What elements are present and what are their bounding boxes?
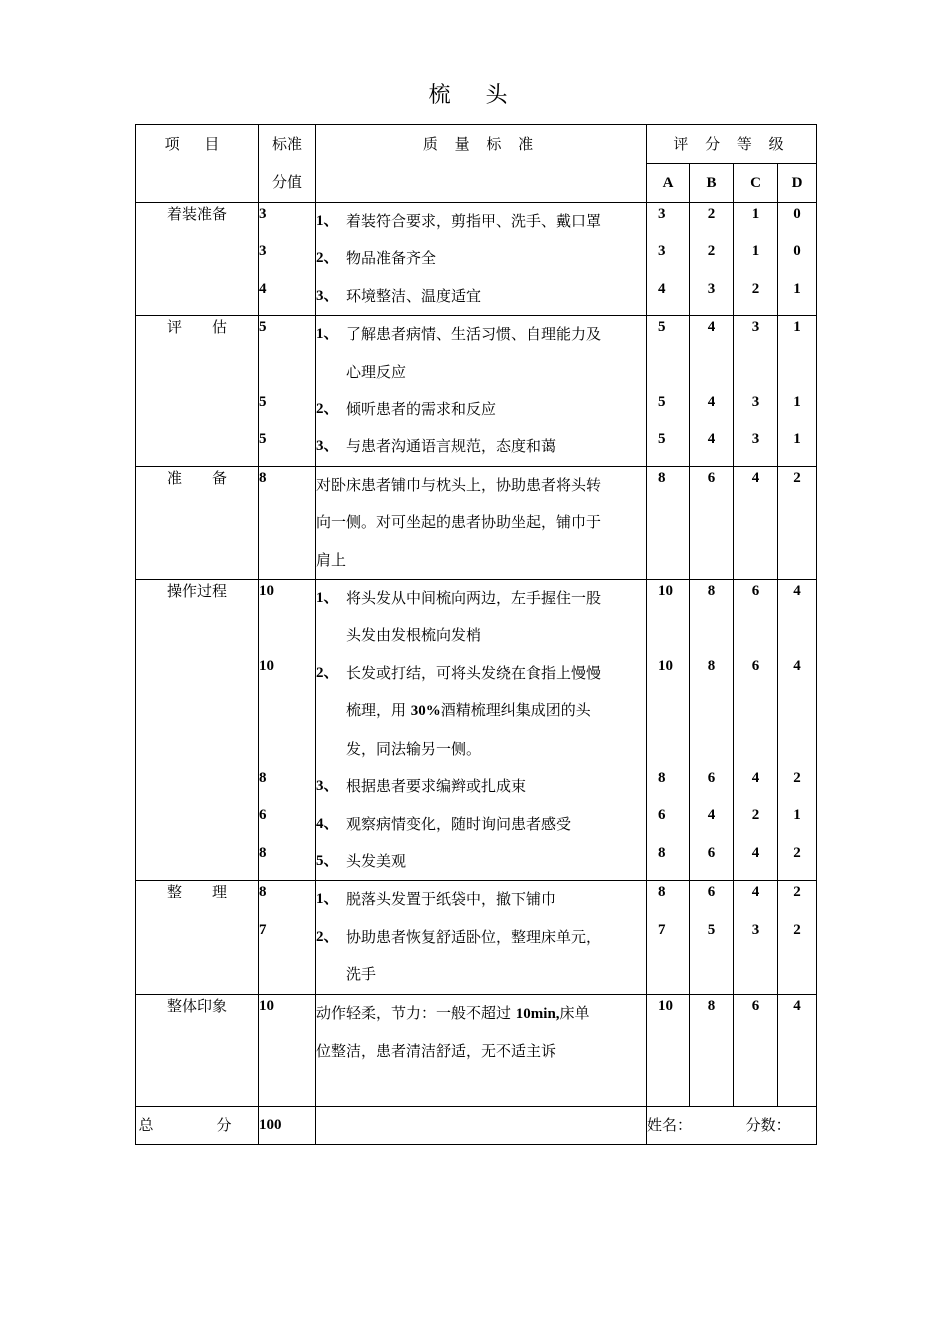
criterion-text [346, 768, 646, 805]
criterion-number: 4、 [316, 815, 339, 832]
grade-cell-c [734, 580, 778, 881]
std-score: 7 [259, 921, 267, 938]
grade-value: 2 [793, 884, 801, 901]
category-label: 整 理 [166, 883, 227, 902]
criterion-line: 观察病情变化，随时询问患者感受 [346, 814, 572, 833]
grade-cell-a [647, 466, 690, 579]
std-score-cell [259, 881, 316, 994]
grade-value: 2 [751, 807, 760, 824]
criterion-item [316, 919, 646, 994]
criterion-number: 2、 [316, 928, 339, 945]
std-score: 10 [259, 657, 274, 674]
criterion-text [346, 843, 646, 880]
criterion-number: 1、 [316, 213, 339, 229]
grade-cell-b [690, 466, 734, 579]
grade-value: 4 [793, 583, 801, 600]
criterion-number: 3、 [316, 438, 339, 455]
grade-value: 1 [751, 206, 760, 222]
criterion-item [316, 580, 646, 655]
grade-value: 8 [658, 469, 666, 486]
section-row [136, 316, 817, 467]
std-score: 10 [259, 583, 274, 600]
std-score-cell [259, 994, 316, 1107]
grade-header-b: B [690, 164, 734, 203]
criterion-number: 1、 [316, 590, 339, 607]
grade-value: 3 [658, 243, 666, 260]
grade-value: 1 [793, 280, 801, 297]
section-row [136, 994, 817, 1107]
grade-header-a: A [647, 164, 690, 203]
grade-value: 3 [751, 394, 760, 411]
criterion-number: 2、 [316, 664, 339, 681]
criterion-line: 洗手 [346, 965, 377, 984]
criterion-text [346, 391, 646, 428]
criterion-line: 长发或打结，可将头发绕在食指上慢慢 [346, 663, 602, 682]
section-category [136, 881, 259, 994]
std-score: 5 [259, 319, 267, 336]
grade-cell-a [647, 316, 690, 467]
grade-value: 3 [751, 319, 760, 336]
grade-cell-d [778, 881, 817, 994]
grade-value: 2 [751, 280, 760, 297]
grade-value: 4 [751, 844, 760, 861]
criterion-text [346, 203, 646, 240]
grade-value: 2 [793, 844, 801, 861]
criterion-line: 根据患者要求编辫或扎成束 [346, 777, 527, 796]
grade-value: 8 [658, 884, 666, 901]
std-score: 8 [259, 844, 267, 861]
std-score-cell [259, 203, 316, 316]
grade-value: 6 [658, 807, 666, 824]
grade-cell-b [690, 580, 734, 881]
grade-value: 8 [658, 770, 666, 787]
criterion-number: 3、 [316, 778, 339, 795]
criterion-number: 2、 [316, 401, 339, 418]
category-label: 操作过程 [166, 582, 227, 601]
quality-standard-cell [316, 466, 647, 579]
criterion-line: 物品准备齐全 [346, 249, 437, 268]
grade-value: 4 [658, 280, 666, 297]
criterion-line: 位整洁，患者清洁舒适，无不适主诉 [316, 1041, 557, 1060]
grade-value: 6 [751, 997, 760, 1014]
header-grade-level: 评 分 等 级 [647, 125, 817, 164]
grade-cell-d [778, 316, 817, 467]
grade-value: 10 [658, 583, 673, 600]
std-score: 8 [259, 469, 267, 486]
grade-value: 4 [707, 807, 716, 824]
criterion-line: 头发由发根梳向发梢 [346, 626, 482, 645]
grade-value: 1 [751, 243, 760, 260]
score-label: 分数： [745, 1116, 791, 1135]
grade-cell-a [647, 994, 690, 1107]
grade-cell-a [647, 203, 690, 316]
grade-cell-d [778, 580, 817, 881]
std-score-cell [259, 316, 316, 467]
grade-value: 10 [658, 997, 673, 1014]
criterion-item [316, 203, 646, 240]
section-category [136, 580, 259, 881]
category-label: 着装准备 [166, 205, 227, 223]
criterion-text [346, 919, 646, 994]
grade-value: 7 [658, 921, 666, 938]
grade-value: 1 [793, 431, 801, 448]
grade-value: 1 [793, 394, 801, 411]
criterion-item [316, 316, 646, 391]
criterion-number: 1、 [316, 891, 339, 908]
grade-value: 2 [793, 921, 801, 938]
grade-value: 8 [707, 997, 716, 1014]
std-score: 8 [259, 884, 267, 901]
criterion-line: 脱落头发置于纸袋中，撤下铺巾 [346, 890, 557, 909]
quality-standard-cell [316, 316, 647, 467]
std-score: 8 [259, 770, 267, 787]
std-score: 5 [259, 394, 267, 411]
criterion-number: 5、 [316, 852, 339, 869]
grade-value: 6 [707, 884, 716, 901]
grade-value: 2 [707, 243, 716, 260]
section-row [136, 466, 817, 579]
grade-value: 5 [658, 431, 666, 448]
header-quality-standard: 质 量 标 准 [316, 125, 647, 203]
grade-value: 3 [751, 431, 760, 448]
grade-value: 4 [707, 431, 716, 448]
category-label: 整体印象 [166, 996, 227, 1015]
quality-standard-cell [316, 881, 647, 994]
grade-cell-c [734, 316, 778, 467]
grade-value: 3 [658, 206, 666, 222]
grade-value: 8 [707, 657, 716, 674]
quality-standard-cell [316, 994, 647, 1107]
grade-cell-c [734, 881, 778, 994]
criterion-item [316, 428, 646, 465]
criterion-line: 与患者沟通语言规范，态度和蔼 [346, 437, 557, 456]
grade-value: 4 [707, 319, 716, 336]
grade-value: 4 [751, 469, 760, 486]
grading-table [135, 124, 817, 1145]
section-row [136, 580, 817, 881]
criterion-text [346, 806, 646, 843]
grade-value: 10 [658, 657, 673, 674]
criterion-text [346, 316, 646, 391]
category-label: 评 估 [166, 318, 227, 337]
section-row [136, 881, 817, 994]
criterion-item [316, 391, 646, 428]
grade-value: 4 [751, 884, 760, 901]
grade-value: 6 [707, 844, 716, 861]
grade-cell-a [647, 881, 690, 994]
section-category [136, 994, 259, 1107]
grade-header-c: C [734, 164, 778, 203]
grade-cell-b [690, 203, 734, 316]
criterion-item [316, 806, 646, 843]
quality-standard-cell [316, 203, 647, 316]
criterion-item [316, 881, 646, 918]
section-category [136, 316, 259, 467]
section-category [136, 203, 259, 316]
header-item: 项 目 [136, 125, 259, 203]
std-score: 6 [259, 807, 267, 824]
criterion-number: 3、 [316, 287, 339, 304]
grade-value: 8 [658, 844, 666, 861]
page-title: 梳 头 [428, 83, 522, 108]
grade-value: 0 [793, 243, 801, 260]
std-score: 5 [259, 431, 267, 448]
section-row [136, 203, 817, 316]
category-label: 准 备 [166, 468, 227, 487]
grade-cell-b [690, 994, 734, 1107]
criterion-line: 梳理，用 30%酒精梳理纠集成团的头 [346, 701, 591, 720]
criterion-line: 将头发从中间梳向两边，左手握住一股 [346, 589, 602, 608]
grade-cell-d [778, 203, 817, 316]
criterion-line: 发，同法输另一侧。 [346, 739, 482, 758]
grade-cell-d [778, 466, 817, 579]
grade-value: 1 [793, 319, 801, 336]
total-blank [316, 1107, 647, 1145]
total-label: 总 分 [136, 1107, 259, 1145]
criterion-text [346, 428, 646, 465]
name-label: 姓名： [647, 1116, 693, 1135]
std-score-cell [259, 466, 316, 579]
criterion-number: 2、 [316, 250, 339, 267]
criterion-line: 了解患者病情、生活习惯、自理能力及 [346, 325, 602, 344]
std-score-cell [259, 580, 316, 881]
grade-value: 4 [751, 770, 760, 787]
std-score: 3 [259, 243, 267, 260]
grade-value: 6 [751, 657, 760, 674]
grade-value: 6 [707, 469, 716, 486]
criterion-text [346, 278, 646, 315]
grade-cell-c [734, 203, 778, 316]
sign-field [647, 1107, 817, 1145]
grade-cell-c [734, 994, 778, 1107]
total-value: 100 [259, 1107, 316, 1145]
grade-cell-c [734, 466, 778, 579]
grade-value: 2 [707, 206, 716, 222]
grade-value: 4 [793, 997, 801, 1014]
grade-header-d: D [778, 164, 817, 203]
grade-value: 2 [793, 469, 801, 486]
grade-value: 3 [751, 921, 760, 938]
section-category [136, 466, 259, 579]
grade-cell-b [690, 316, 734, 467]
grade-value: 5 [658, 319, 666, 336]
std-score: 3 [259, 206, 267, 222]
std-score: 4 [259, 280, 267, 297]
grade-value: 6 [751, 583, 760, 600]
criterion-line: 协助患者恢复舒适卧位，整理床单元， [346, 927, 602, 946]
criterion-item [316, 655, 646, 768]
criterion-text [346, 580, 646, 655]
criterion-text [346, 240, 646, 277]
grade-value: 1 [793, 807, 801, 824]
grade-value: 5 [658, 394, 666, 411]
criterion-line: 动作轻柔，节力：一般不超过 10min,床单 [316, 1003, 590, 1022]
grade-cell-b [690, 881, 734, 994]
criterion-item [316, 843, 646, 880]
criterion-line: 头发美观 [346, 851, 407, 870]
grade-value: 6 [707, 770, 716, 787]
criterion-line: 着装符合要求，剪指甲、洗手、戴口罩 [346, 212, 602, 230]
header-std-score: 标准 分值 [259, 125, 316, 203]
criterion-line: 倾听患者的需求和反应 [346, 400, 497, 419]
grade-value: 5 [707, 921, 716, 938]
criterion-line: 向一侧。对可坐起的患者协助坐起，铺巾于 [316, 513, 602, 532]
grade-cell-a [647, 580, 690, 881]
criterion-line: 环境整洁、温度适宜 [346, 286, 482, 305]
grade-value: 2 [793, 770, 801, 787]
grade-cell-d [778, 994, 817, 1107]
criterion-text [346, 881, 646, 918]
std-score: 10 [259, 997, 274, 1014]
criterion-text [346, 655, 646, 768]
grade-value: 4 [793, 657, 801, 674]
criterion-item [316, 240, 646, 277]
criterion-line: 肩上 [316, 550, 347, 569]
criterion-line: 心理反应 [346, 362, 407, 381]
grade-value: 8 [707, 583, 716, 600]
criterion-number: 1、 [316, 326, 339, 343]
criterion-item [316, 278, 646, 315]
grade-value: 3 [707, 280, 716, 297]
grade-value: 4 [707, 394, 716, 411]
grade-value: 0 [793, 206, 801, 222]
criterion-item [316, 768, 646, 805]
criterion-line: 对卧床患者铺巾与枕头上，协助患者将头转 [316, 475, 602, 494]
quality-standard-cell [316, 580, 647, 881]
